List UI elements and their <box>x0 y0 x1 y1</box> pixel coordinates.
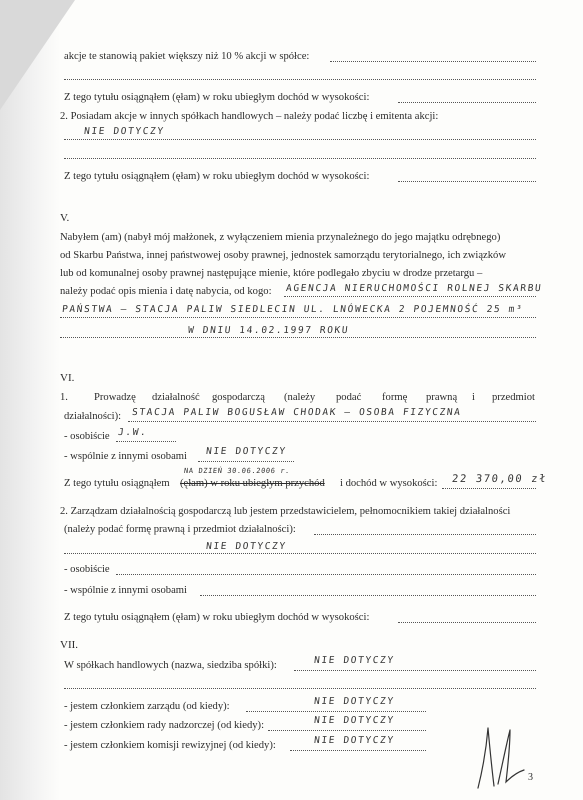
section-vii-text: - jestem członkiem zarządu (od kiedy): <box>64 701 230 712</box>
dotted-line <box>398 102 536 103</box>
handwritten-answer: PAŃSTWA – STACJA PALIW SIEDLECIN UL. LNÓWECKA 2 POJEMNOŚĆ 25 m³ <box>61 304 524 315</box>
dotted-line <box>64 79 536 80</box>
dotted-line <box>398 622 536 623</box>
handwritten-answer: NIE DOTYCZY <box>205 446 288 457</box>
section-vi-income-struck: (ęłam) w roku ubiegłym przychód <box>180 478 325 489</box>
handwritten-answer: NIE DOTYCZY <box>313 696 396 707</box>
dotted-line <box>246 711 426 712</box>
section-heading-v: V. <box>60 212 70 224</box>
section-vi-word: formę <box>382 392 408 403</box>
dotted-line <box>294 670 536 671</box>
handwritten-answer: NIE DOTYCZY <box>313 735 396 746</box>
section-vi-text: działalności): <box>64 411 122 422</box>
section-v-text: od Skarbu Państwa, innej państwowej osoby prawnej, jednostek samorządu terytorialnego, ich związków <box>60 250 507 261</box>
dotted-line <box>284 296 536 297</box>
dotted-line <box>64 553 536 554</box>
page-number: 3 <box>528 772 533 783</box>
handwritten-signature <box>468 722 528 794</box>
dotted-line <box>60 317 536 318</box>
section-vi-text: - wspólnie z innymi osobami <box>64 451 187 462</box>
dotted-line <box>60 337 536 338</box>
section-vii-text: - jestem członkiem rady nadzorczej (od kiedy): <box>64 720 265 731</box>
handwritten-answer: NIE DOTYCZY <box>83 126 166 137</box>
handwritten-answer: NIE DOTYCZY <box>313 655 396 666</box>
section-vi-text: - osobiście <box>64 564 110 575</box>
section-vi-word: i <box>472 392 475 403</box>
section-heading-vi: VI. <box>60 372 75 384</box>
section-vi-income-a: Z tego tytułu osiągnąłem <box>64 478 170 489</box>
section-vi-text: - osobiście <box>64 431 110 442</box>
dotted-line <box>200 595 536 596</box>
section-v-text: lub od komunalnej osoby prawnej następujące mienie, które podlegało zbyciu w drodze przetargu – <box>60 268 483 279</box>
dotted-line <box>442 488 536 489</box>
handwritten-answer: NIE DOTYCZY <box>313 715 396 726</box>
section-vi-word: działalność <box>152 392 200 403</box>
dotted-line <box>64 688 536 689</box>
section-vi-text: (należy podać formę prawną i przedmiot działalności): <box>64 524 296 535</box>
dotted-line <box>314 534 536 535</box>
section-vi-text: Z tego tytułu osiągnąłem (ęłam) w roku ubiegłym dochód w wysokości: <box>64 612 370 623</box>
section-vii-text: - jestem członkiem komisji rewizyjnej (od kiedy): <box>64 740 276 751</box>
section-vi-word: gospodarczą <box>212 392 265 403</box>
section-vi-word: prawną <box>426 392 458 403</box>
section-vi-num: 1. <box>60 392 68 403</box>
page-edge-shadow <box>0 0 60 800</box>
other-shares-text: 2. Posiadam akcje w innych spółkach handlowych – należy podać liczbę i emitenta akcji: <box>60 111 439 122</box>
section-v-text: należy podać opis mienia i datę nabycia, od kogo: <box>60 286 272 297</box>
dotted-line <box>268 730 426 731</box>
handwritten-answer: AGENCJA NIERUCHOMOŚCI ROLNEJ SKARBU <box>285 283 543 294</box>
handwritten-amount: 22 370,00 zł <box>451 473 548 485</box>
section-vi-text: 2. Zarządzam działalnością gospodarczą lub jestem przedstawicielem, pełnomocnikiem takiej działalności <box>60 506 511 517</box>
section-vii-text: W spółkach handlowych (nazwa, siedziba spółki): <box>64 660 277 671</box>
income-line: Z tego tytułu osiągnąłem (ęłam) w roku ubiegłym dochód w wysokości: <box>64 92 370 103</box>
dotted-line <box>398 181 536 182</box>
section-v-text: Nabyłem (am) (nabył mój małżonek, z wyłączeniem mienia przynależnego do jego majątku odrębnego) <box>60 232 501 243</box>
dotted-line <box>64 139 536 140</box>
section-vi-word: Prowadzę <box>94 392 136 403</box>
income-line: Z tego tytułu osiągnąłem (ęłam) w roku ubiegłym dochód w wysokości: <box>64 171 370 182</box>
handwritten-answer: NIE DOTYCZY <box>205 541 288 552</box>
dotted-line <box>64 158 536 159</box>
dotted-line <box>116 441 176 442</box>
section-vi-word: przedmiot <box>492 392 535 403</box>
section-heading-vii: VII. <box>60 639 79 651</box>
shares-text: akcje te stanowią pakiet większy niż 10 % akcji w spółce: <box>64 51 310 62</box>
handwritten-answer: W DNIU 14.02.1997 ROKU <box>187 325 350 336</box>
section-vi-word: podać <box>336 392 362 403</box>
section-vi-income-c: i dochód w wysokości: <box>340 478 438 489</box>
section-vi-text: - wspólnie z innymi osobami <box>64 585 187 596</box>
dotted-line <box>330 61 536 62</box>
dotted-line <box>290 750 426 751</box>
handwritten-date-note: NA DZIEŃ 30.06.2006 r. <box>183 467 291 475</box>
handwritten-answer: STACJA PALIW BOGUSŁAW CHODAK – OSOBA FIZYCZNA <box>131 407 463 418</box>
dotted-line <box>198 461 294 462</box>
dotted-line <box>116 574 536 575</box>
section-vi-word: (należy <box>284 392 316 403</box>
handwritten-answer: J.W. <box>117 427 148 438</box>
dotted-line <box>128 421 536 422</box>
